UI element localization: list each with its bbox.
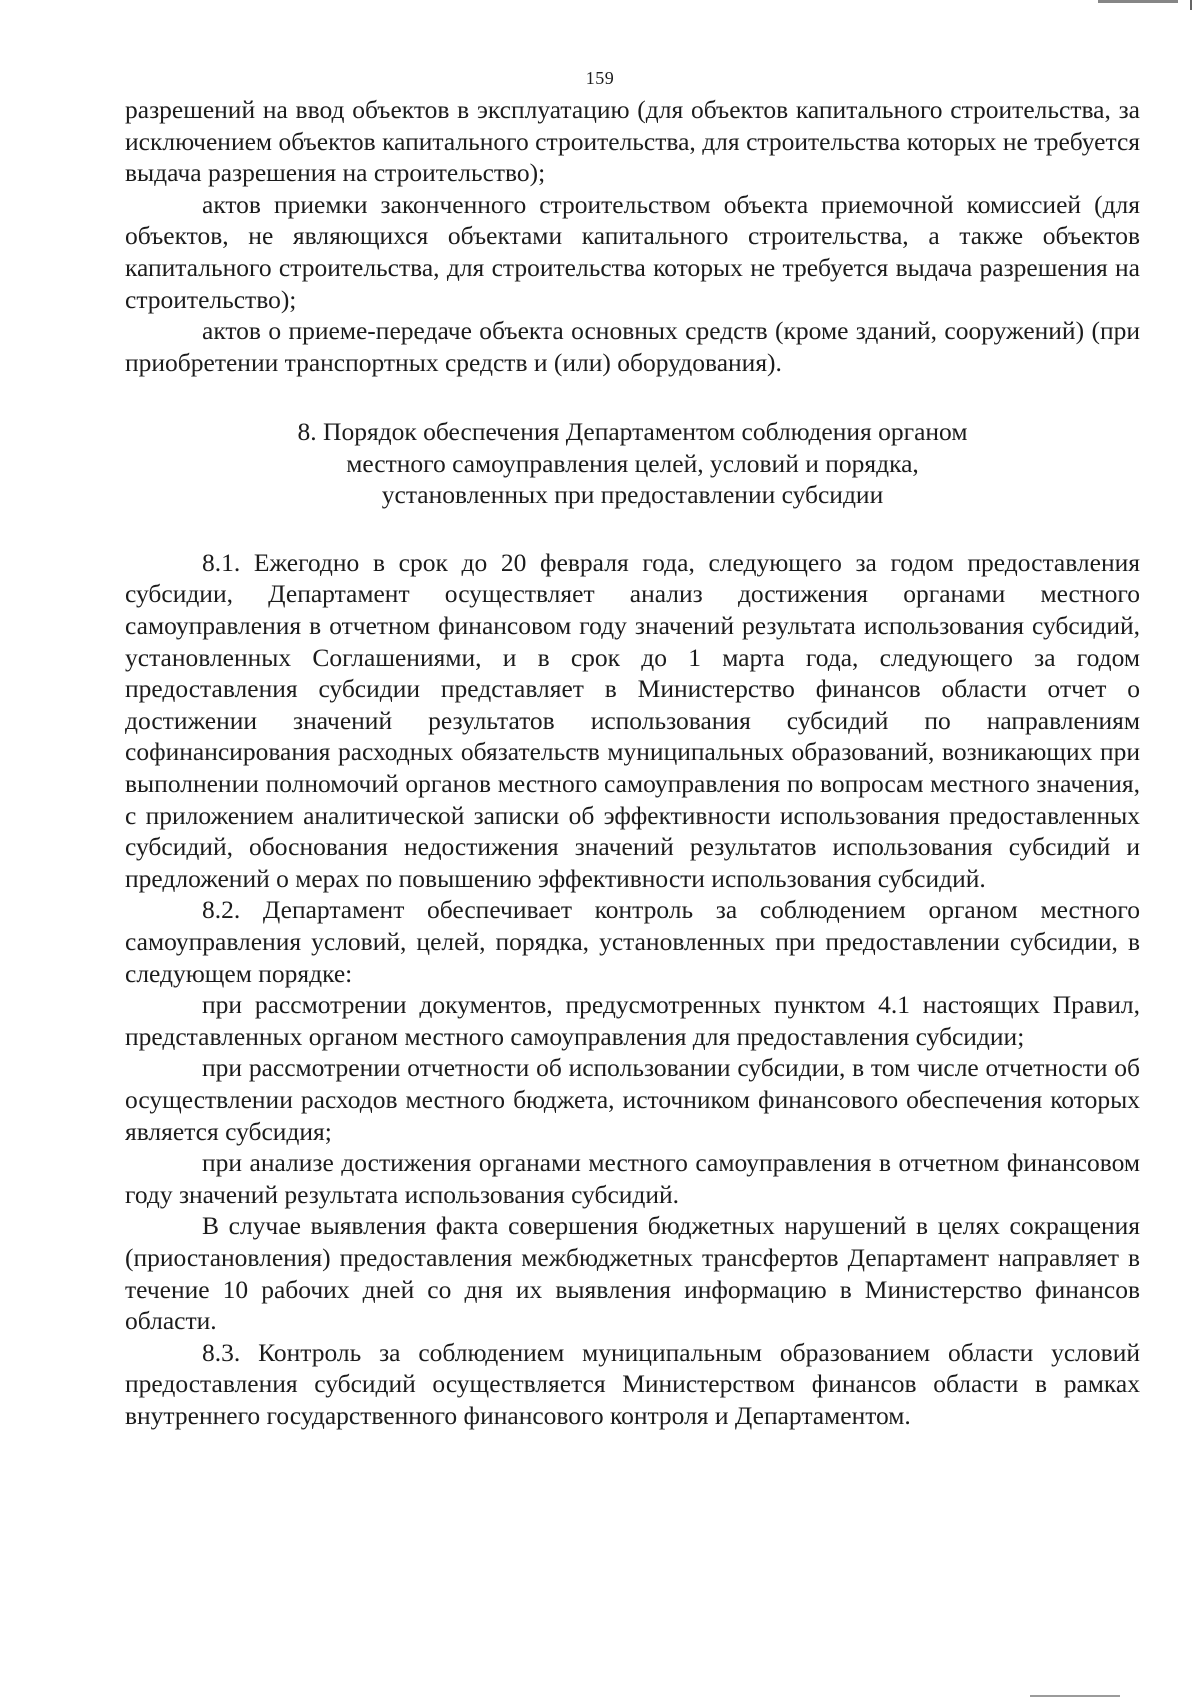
paragraph-review-documents: при рассмотрении документов, предусмотренных пунктом 4.1 настоящих Правил, представленных органом местного самоуправления для предоставления субсидии; xyxy=(125,990,1140,1051)
paragraph-8-1: 8.1. Ежегодно в срок до 20 февраля года, следующего за годом предоставления субсидии, Департамент осуществляет анализ достижения органами местного самоуправления в отчетном финансовом году значений результата использования субсидий, установленных Соглашениями, и в срок до 1 марта года, следующего за годом предоставления субсидии представляет в Министерство финансов области отчет о достижении значений результатов использования субсидий по направлениям софинансирования расходных обязательств муниципальных образований, возникающих при выполнении полномочий органов местного самоуправления по вопросам местного значения, с приложением аналитической записки об эффективности использования предоставленных субсидий, обоснования недостижения значений результатов использования субсидий и предложений о мерах по повышению эффективности использования субсидий. xyxy=(125,547,1140,893)
paragraph-8-2: 8.2. Департамент обеспечивает контроль за соблюдением органом местного самоуправления условий, целей, порядка, установленных при предоставлении субсидии, в следующем порядке: xyxy=(125,895,1140,988)
scan-artifact-top xyxy=(1098,0,1178,3)
document-body xyxy=(125,94,1140,1431)
section-heading-line: местного самоуправления целей, условий и порядка, xyxy=(346,448,919,478)
page-number: 159 xyxy=(585,68,615,88)
intro-paragraph-acceptance-acts: актов приемки законченного строительством объекта приемочной комиссией (для объектов, не являющихся объектами капитального строительства, а также объектов капитального строительства, для строительства которых не требуется выдача разрешения на строительство); xyxy=(125,189,1140,314)
paragraph-review-reports: при рассмотрении отчетности об использовании субсидии, в том числе отчетности об осуществлении расходов местного бюджета, источником финансового обеспечения которых является субсидия; xyxy=(125,1053,1140,1146)
intro-paragraph-permits: разрешений на ввод объектов в эксплуатацию (для объектов капитального строительства, за исключением объектов капитального строительства, для строительства которых не требуется выдача разрешения на строительство); xyxy=(125,95,1140,188)
paragraph-analysis: при анализе достижения органами местного самоуправления в отчетном финансовом году значений результата использования субсидий. xyxy=(125,1148,1140,1209)
paragraph-8-3: 8.3. Контроль за соблюдением муниципальным образованием области условий предоставления субсидий осуществляется Министерством финансов области в рамках внутреннего государственного финансового контроля и Департаментом. xyxy=(125,1337,1140,1430)
paragraph-violations: В случае выявления факта совершения бюджетных нарушений в целях сокращения (приостановления) предоставления межбюджетных трансфертов Департамент направляет в течение 10 рабочих дней со дня их выявления информацию в Министерство финансов области. xyxy=(125,1211,1140,1336)
section-heading xyxy=(125,416,1140,511)
section-heading-line: 8. Порядок обеспечения Департаментом соблюдения органом xyxy=(297,417,968,447)
scan-artifact-tick xyxy=(1190,0,1192,10)
section-heading-line: установленных при предоставлении субсидии xyxy=(381,480,884,510)
intro-paragraph-transfer-acts: актов о приеме-передаче объекта основных средств (кроме зданий, сооружений) (при приобретении транспортных средств и (или) оборудования). xyxy=(125,316,1140,377)
